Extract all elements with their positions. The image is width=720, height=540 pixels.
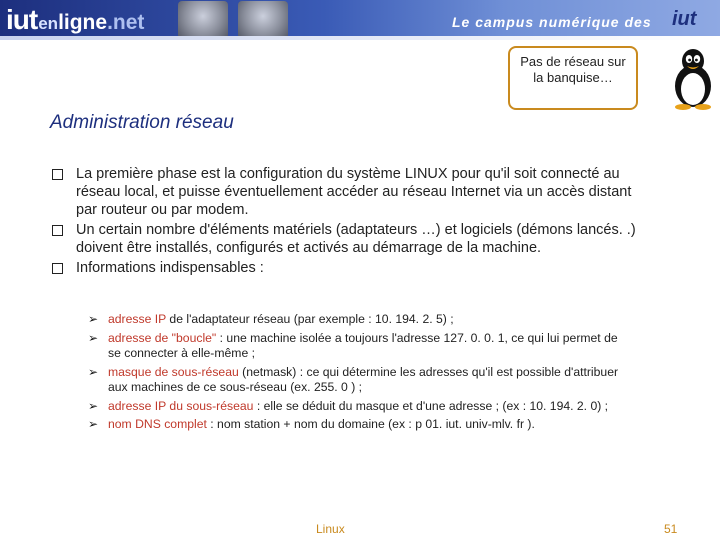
banner-photo <box>238 1 288 39</box>
list-item <box>88 312 628 328</box>
penguin-icon <box>668 46 718 110</box>
list-item <box>88 331 628 362</box>
sub-bullet-list <box>88 312 628 436</box>
list-item-text: La première phase est la configuration du système LINUX pour qu'il soit connecté au réseau local, et puisse éventuellement accéder au réseau Internet via un accès distant par routeur ou par modem. <box>76 166 632 218</box>
arrow-right-icon: ➢ <box>88 312 99 326</box>
banner-photo <box>178 1 228 39</box>
list-item-text: : elle se déduit du masque et d'une adresse ; (ex : 10. 194. 2. 0) ; <box>253 398 609 413</box>
callout-box <box>508 46 638 110</box>
main-bullet-list <box>50 165 650 279</box>
slide-title: Administration réseau <box>50 112 234 133</box>
banner-strip <box>0 36 720 40</box>
arrow-right-icon: ➢ <box>88 417 99 431</box>
list-item <box>50 165 650 219</box>
list-item-text: : nom station + nom du domaine (ex : p 01. iut. univ-mlv. fr ). <box>206 417 535 431</box>
keyword: nom DNS complet <box>108 417 207 431</box>
banner-tagline-brand: iut <box>672 8 697 30</box>
logo-ligne: ligne <box>58 11 108 34</box>
hollow-square-icon <box>52 263 63 274</box>
list-item <box>50 221 650 257</box>
hollow-square-icon <box>52 169 63 180</box>
arrow-right-icon: ➢ <box>88 330 99 345</box>
list-item <box>88 365 628 396</box>
keyword: adresse de "boucle" <box>108 330 217 345</box>
list-item-text: (netmask) : ce qui détermine les adresses qu'il est possible d'attribuer aux machines de ce sous-réseau (ex. 255. 0 ) ; <box>108 364 619 394</box>
list-item <box>50 259 650 277</box>
page-number: 51 <box>664 522 678 536</box>
logo-iut: iut <box>6 4 38 35</box>
list-item-text: de l'adaptateur réseau (par exemple : 10. 194. 2. 5) ; <box>166 312 454 326</box>
arrow-right-icon: ➢ <box>88 364 99 379</box>
list-item <box>88 417 628 433</box>
list-item <box>88 399 628 415</box>
hollow-square-icon <box>52 225 63 236</box>
arrow-right-icon: ➢ <box>88 398 99 413</box>
banner-tagline: Le campus numérique des <box>452 14 652 30</box>
list-item-text: : une machine isolée a toujours l'adresse 127. 0. 0. 1, ce qui lui permet de se connecter à elle-même ; <box>108 330 618 360</box>
footer-title: Linux <box>316 522 345 536</box>
logo-en: en <box>38 14 59 33</box>
keyword: adresse IP du sous-réseau <box>108 398 254 413</box>
logo-net: .net <box>107 11 145 34</box>
list-item-text: Un certain nombre d'éléments matériels (adaptateurs …) et logiciels (démons lancés. .) doivent être installés, configurés et activés au démarrage de la machine. <box>76 222 636 256</box>
header-banner <box>0 0 720 40</box>
callout-line: Pas de réseau sur <box>520 54 626 69</box>
keyword: adresse IP <box>108 312 167 326</box>
callout-line: la banquise… <box>533 70 613 85</box>
iutenligne-logo[interactable] <box>6 4 144 34</box>
list-item-text: Informations indispensables : <box>76 260 264 276</box>
keyword: masque de sous-réseau <box>108 364 239 379</box>
